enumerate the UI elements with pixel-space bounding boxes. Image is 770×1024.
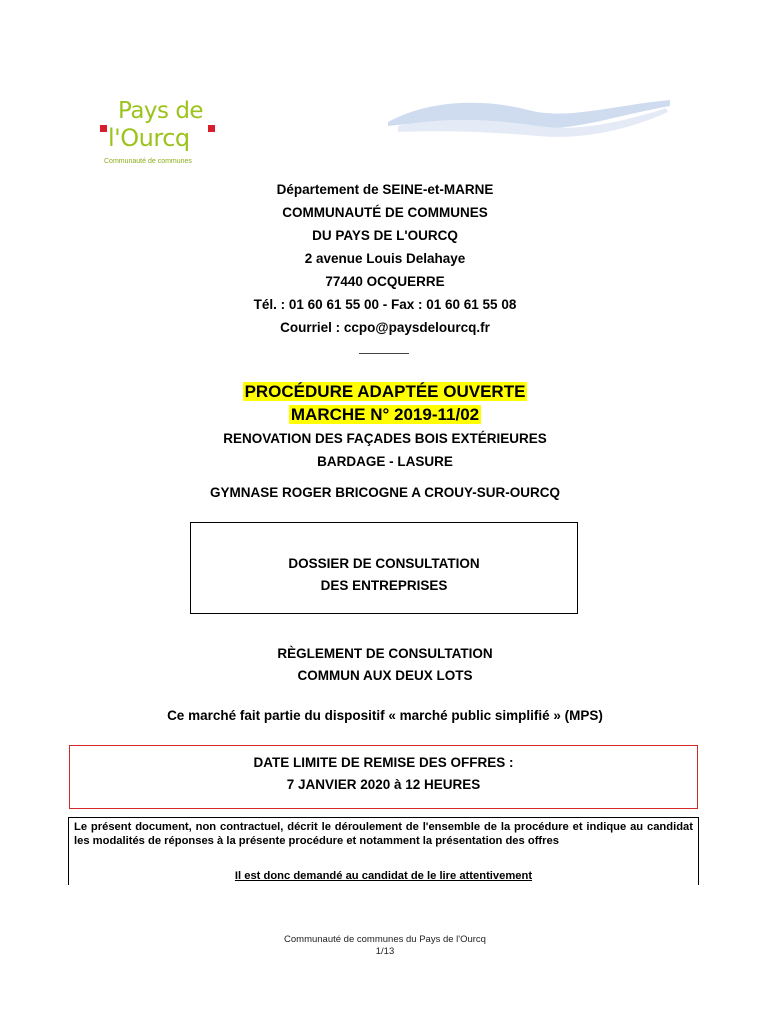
footer-org: Communauté de communes du Pays de l'Ourcq [284, 934, 486, 945]
logo-line-1: Pays de [118, 98, 204, 124]
header-community-name: DU PAYS DE L'OURCQ [312, 228, 458, 243]
header-postcode: 77440 OCQUERRE [325, 274, 445, 289]
logo-line-2: l'Ourcq [108, 124, 190, 152]
notice-box [68, 817, 699, 885]
logo [98, 98, 218, 170]
logo-subtitle: Communauté de communes [104, 158, 192, 165]
subject-line-2: BARDAGE - LASURE [317, 454, 453, 469]
wave-decoration-icon [388, 96, 670, 142]
logo-red-square-icon [100, 125, 107, 132]
header-department: Département de SEINE-et-MARNE [276, 182, 494, 197]
page-number: 1/13 [375, 946, 395, 957]
dossier-box [190, 522, 578, 614]
deadline-line-2: 7 JANVIER 2020 à 12 HEURES [286, 777, 481, 792]
separator-line [359, 353, 409, 354]
reglement-line-1: RÈGLEMENT DE CONSULTATION [277, 646, 493, 661]
deadline-box [69, 745, 698, 809]
location: GYMNASE ROGER BRICOGNE A CROUY-SUR-OURCQ [209, 485, 561, 500]
header-community: COMMUNAUTÉ DE COMMUNES [282, 205, 488, 220]
dossier-line-1: DOSSIER DE CONSULTATION [288, 556, 480, 571]
header-phone-fax: Tél. : 01 60 61 55 00 - Fax : 01 60 61 55 08 [253, 297, 517, 312]
header-address-block [0, 178, 770, 339]
header-street: 2 avenue Louis Delahaye [304, 251, 466, 266]
header-email: Courriel : ccpo@paysdelourcq.fr [280, 320, 490, 335]
notice-paragraph: Le présent document, non contractuel, décrit le déroulement de l'ensemble de la procédure et indique au candidat les modalités de réponses à la présente procédure et notamment la présentation des offres [74, 821, 693, 847]
notice-underlined: Il est donc demandé au candidat de le lire attentivement [234, 870, 533, 882]
reglement-line-2: COMMUN AUX DEUX LOTS [297, 668, 473, 683]
marche-number-text: MARCHE N° 2019-11/02 [290, 405, 480, 424]
subject-line-1: RENOVATION DES FAÇADES BOIS EXTÉRIEURES [223, 431, 547, 446]
deadline-line-1: DATE LIMITE DE REMISE DES OFFRES : [253, 755, 514, 770]
marche-number [0, 405, 770, 425]
dossier-line-2: DES ENTREPRISES [320, 578, 448, 593]
procedure-title-text: PROCÉDURE ADAPTÉE OUVERTE [244, 382, 526, 401]
procedure-title [0, 382, 770, 402]
logo-red-square-icon [208, 125, 215, 132]
mps-statement: Ce marché fait partie du dispositif « marché public simplifié » (MPS) [167, 708, 603, 723]
